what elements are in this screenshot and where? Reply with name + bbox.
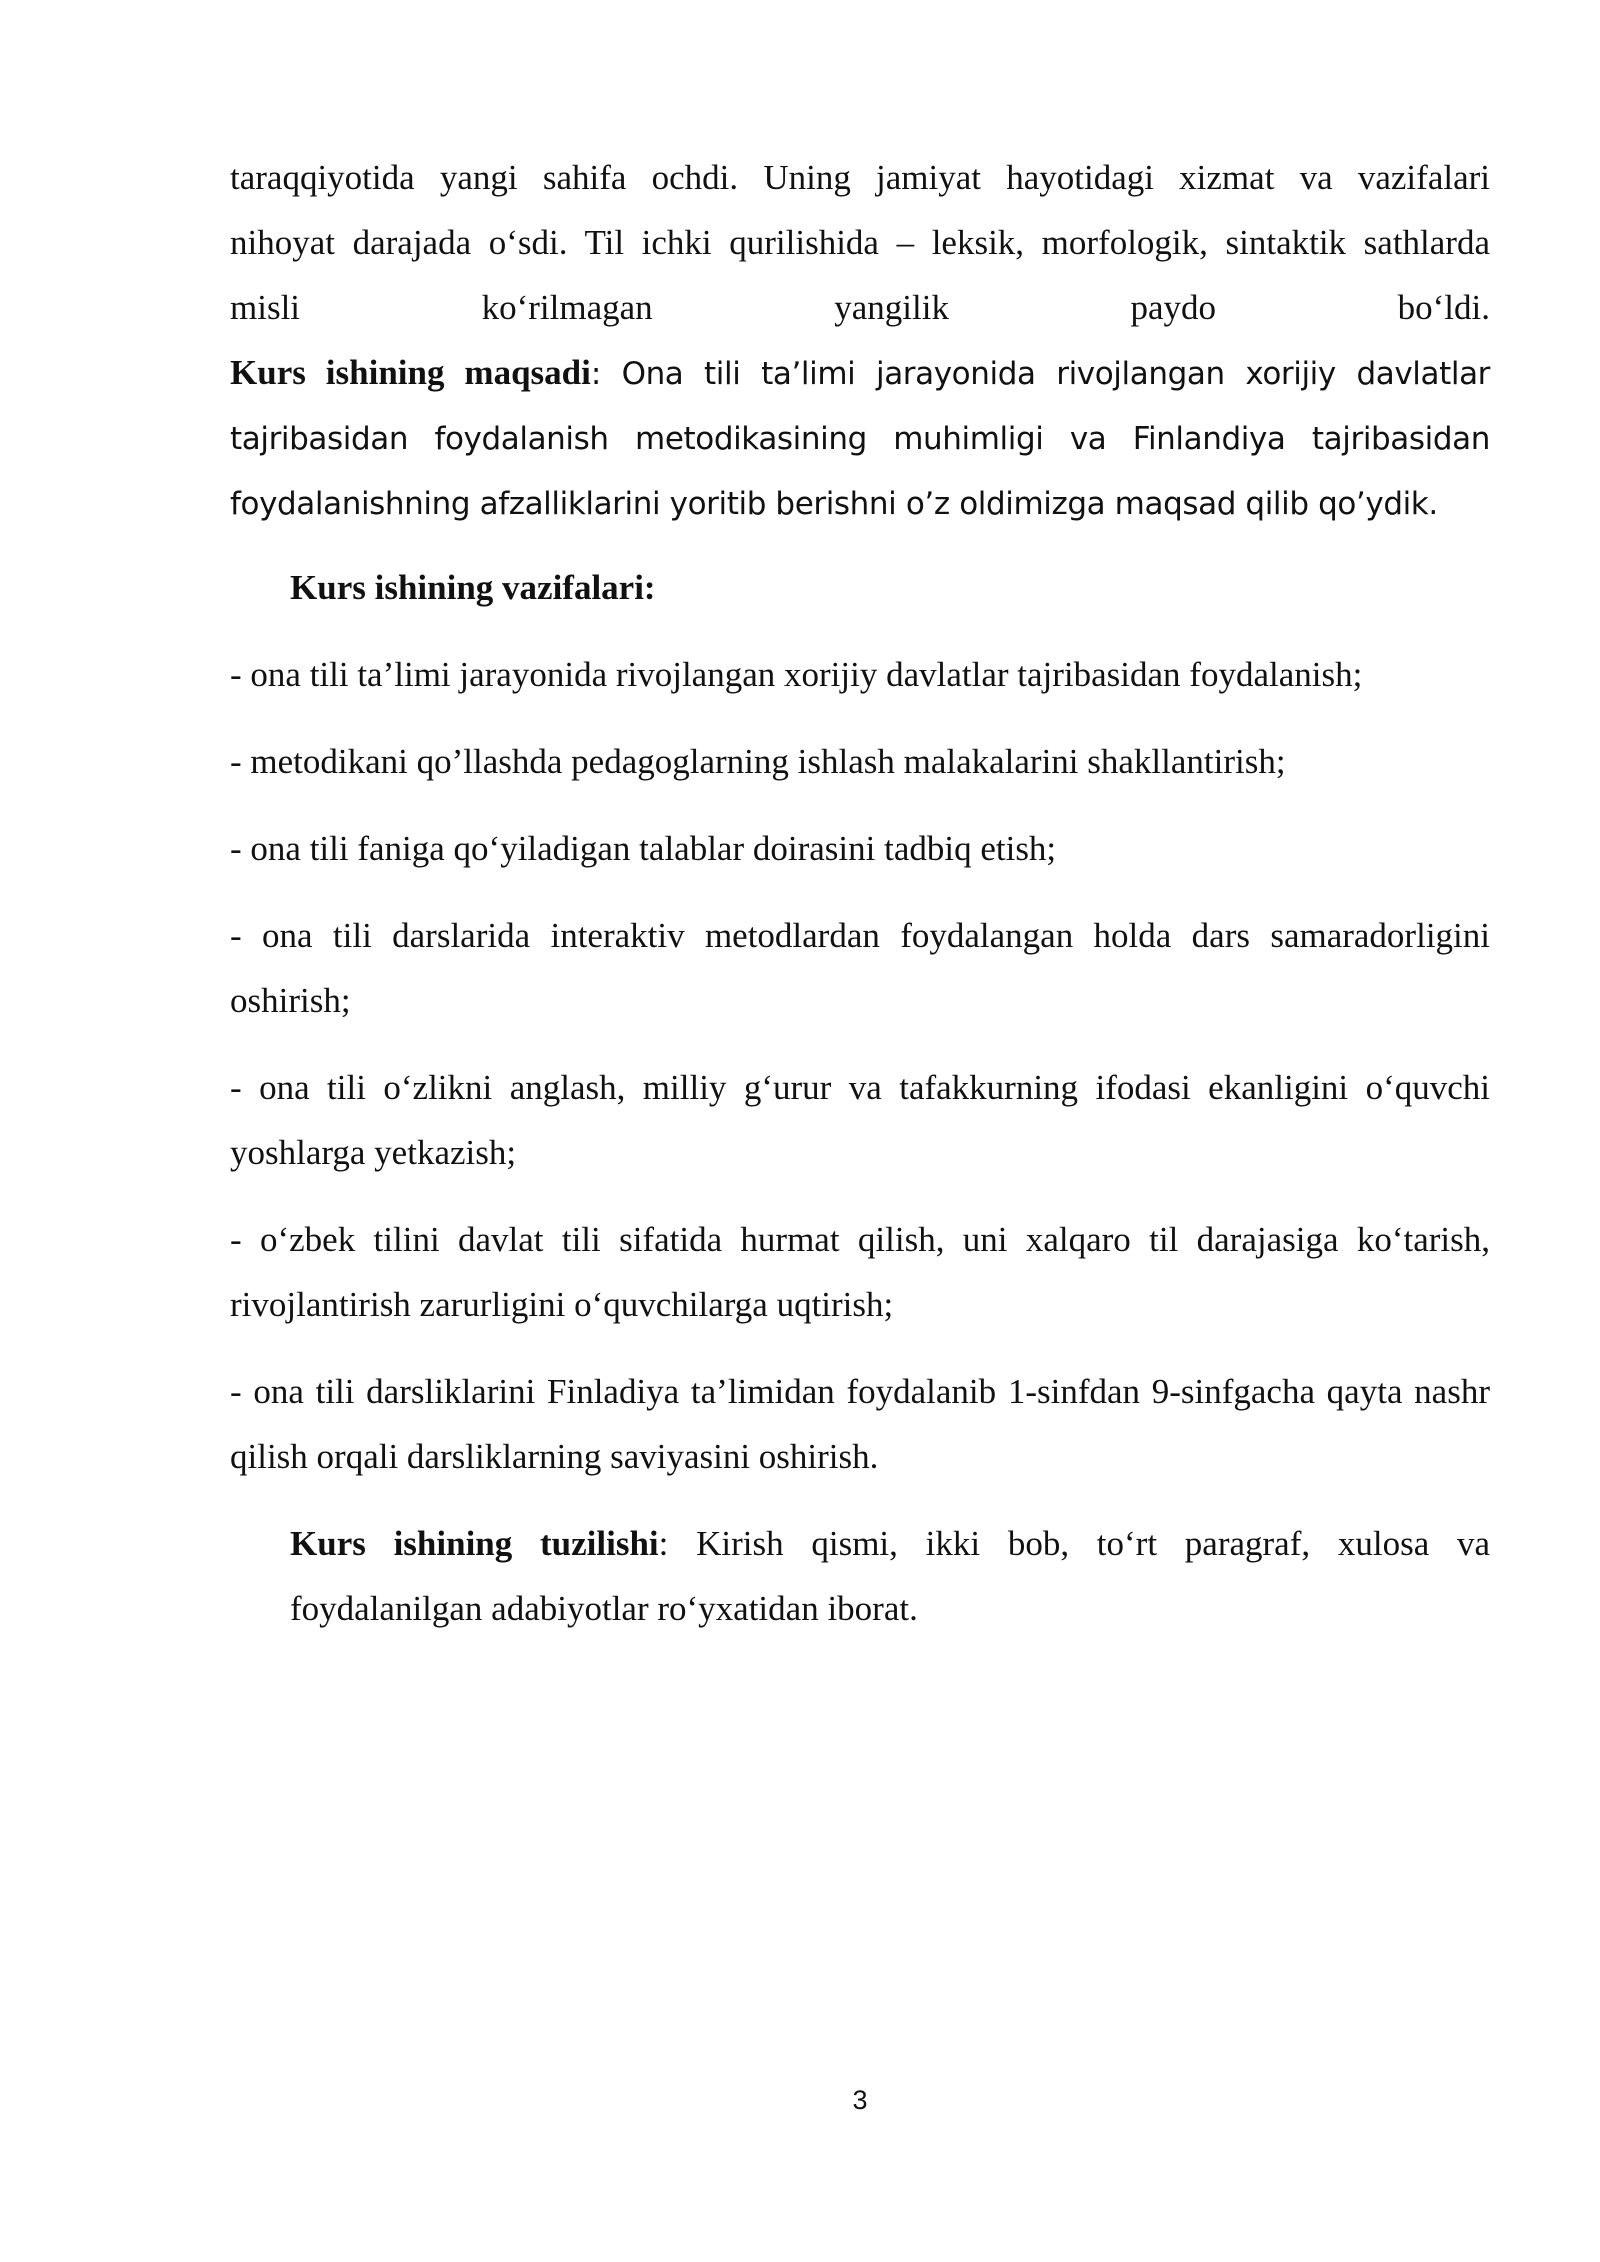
goal-colon: : — [590, 356, 622, 392]
intro-line-1: taraqqiyotida yangi sahifa ochdi. Uning jamiyat hayotidagi xizmat va vazifalari — [230, 158, 1490, 197]
goal-line-3: foydalanishning afzalliklarini yoritib berishni o’z oldimizga maqsad qilib qo’ydik. — [230, 486, 1438, 522]
goal-label: Kurs ishining maqsadi — [230, 353, 591, 392]
intro-line-3: misli ko‘rilmagan yangilik paydo bo‘ldi. — [230, 288, 1490, 327]
goal-line-1 — [230, 340, 1490, 407]
task-item: - ona tili faniga qo‘yiladigan talablar doirasini tadbiq etish; — [230, 829, 1057, 868]
structure-text: : Kirish qismi, ikki bob, to‘rt paragraf, xulosa va foydalanilgan adabiyotlar ro‘yxatidan iborat. — [290, 1524, 1491, 1628]
task-item: - ona tili darsliklarini Finladiya ta’limidan foydalanib 1-sinfdan 9-sinfgacha qayta nashr qilish orqali darsliklarning saviyasini oshirish. — [230, 1372, 1490, 1476]
goal-text-1: Ona tili ta’limi jarayonida rivojlangan xorijiy davlatlar — [621, 356, 1491, 392]
page-number: 3 — [852, 2085, 868, 2115]
structure-label: Kurs ishining tuzilishi — [290, 1524, 659, 1563]
structure-paragraph — [230, 1511, 1490, 1641]
task-item: - ona tili o‘zlikni anglash, milliy g‘urur va tafakkurning ifodasi ekanligini o‘quvchi yoshlarga yetkazish; — [230, 1068, 1490, 1172]
task-item: - ona tili ta’limi jarayonida rivojlangan xorijiy davlatlar tajribasidan foydalanish; — [230, 655, 1363, 694]
task-item: - metodikani qo’llashda pedagoglarning ishlash malakalarini shakllantirish; — [230, 742, 1286, 781]
task-item: - ona tili darslarida interaktiv metodlardan foydalangan holda dars samaradorligini oshirish; — [230, 916, 1490, 1020]
page-content — [230, 145, 1490, 1641]
task-item: - o‘zbek tilini davlat tili sifatida hurmat qilish, uni xalqaro til darajasiga ko‘tarish, rivojlantirish zarurligini o‘quvchilarga uqtirish; — [230, 1220, 1490, 1324]
intro-line-2: nihoyat darajada o‘sdi. Til ichki qurilishida – leksik, morfologik, sintaktik sathlarda — [230, 223, 1490, 262]
tasks-heading: Kurs ishining vazifalari: — [290, 568, 656, 607]
goal-line-2: tajribasidan foydalanish metodikasining muhimligi va Finlandiya tajribasidan — [230, 421, 1490, 457]
